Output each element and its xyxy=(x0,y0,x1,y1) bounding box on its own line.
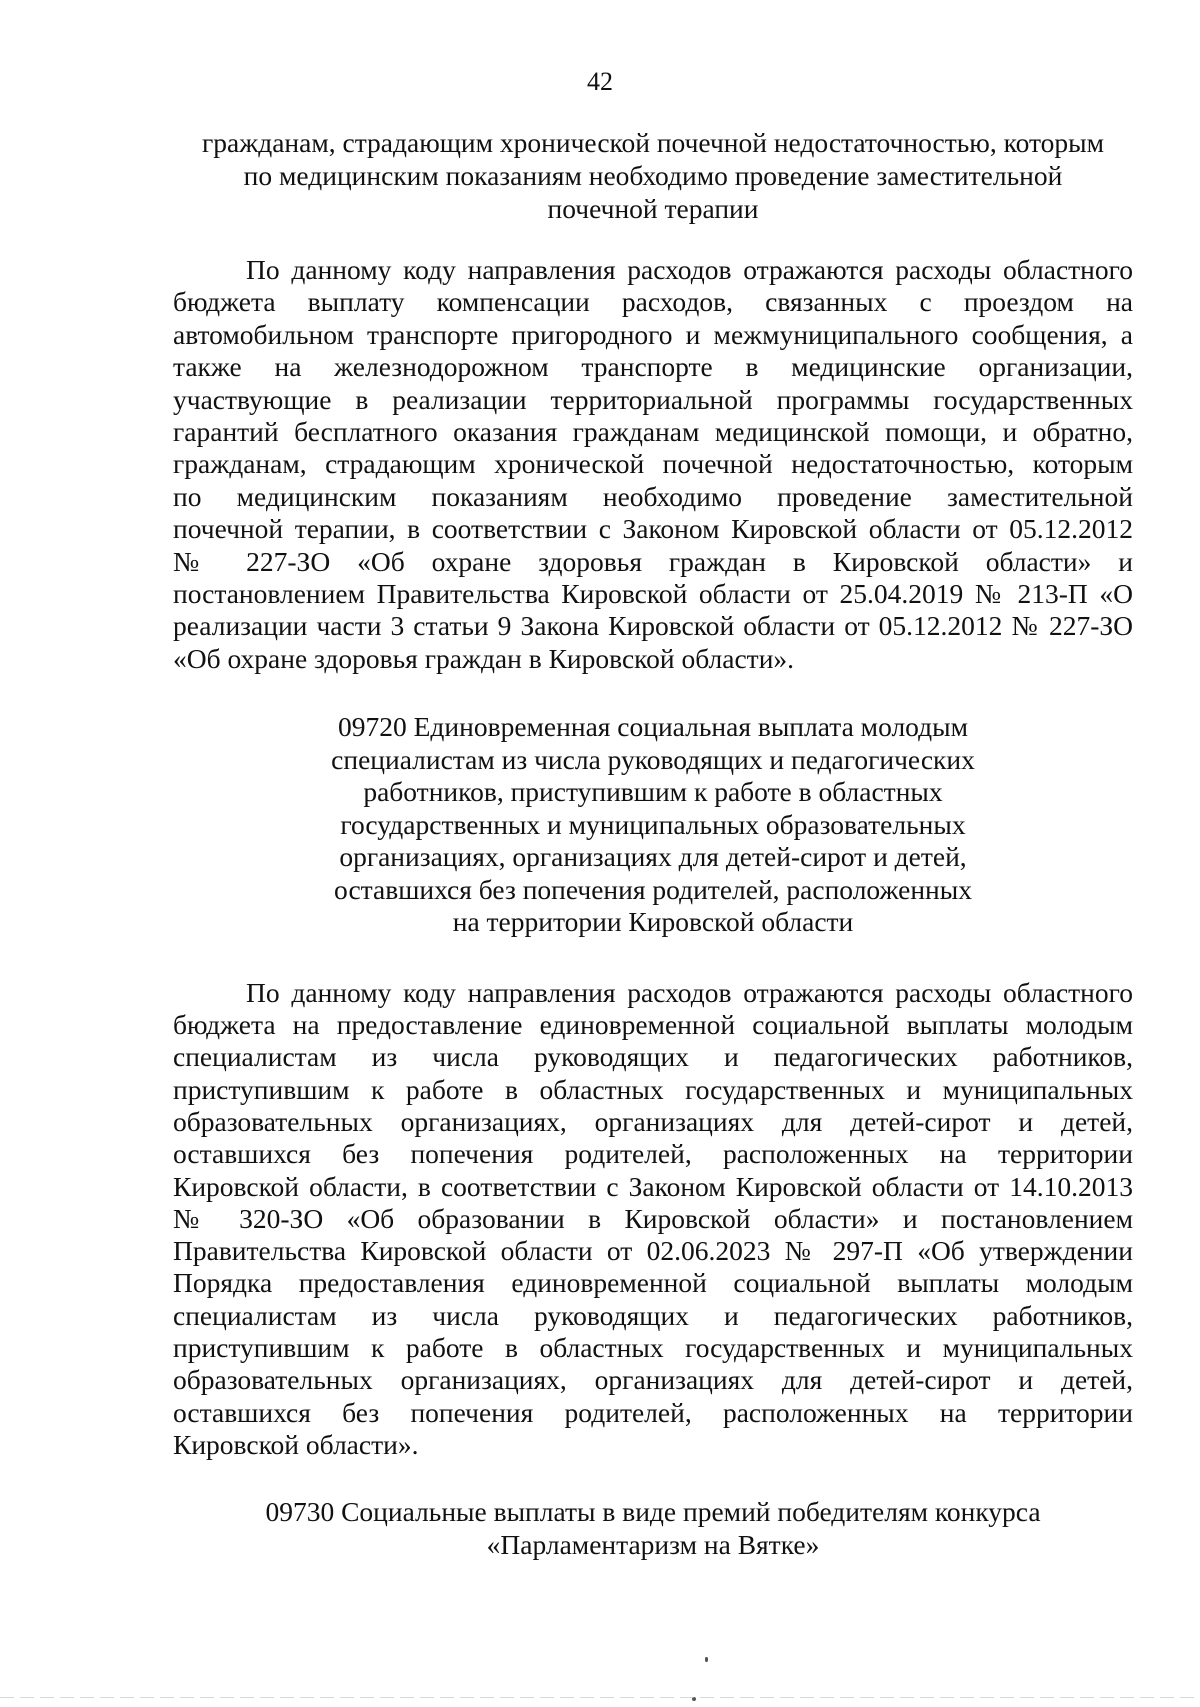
paragraph-line: По данному коду направления расходов отражаются расходы областного xyxy=(246,254,1133,285)
scan-speck xyxy=(705,1657,708,1662)
paragraph-line: образовательных организациях, организациях для детей-сирот и детей, xyxy=(173,1364,1133,1396)
heading-continuation xyxy=(173,126,1133,225)
heading-line: организациях, организациях для детей-сирот и детей, xyxy=(339,841,967,873)
heading-line: 09730 Социальные выплаты в виде премий победителям конкурса xyxy=(265,1496,1041,1528)
paragraph-line: образовательных организациях, организациях для детей-сирот и детей, xyxy=(173,1105,1133,1137)
paragraph-line: реализации части 3 статьи 9 Закона Кировской области от 05.12.2012 № 227-ЗО xyxy=(173,610,1133,642)
paragraph-line: Правительства Кировской области от 02.06.2023 № 297-П «Об утверждении xyxy=(173,1235,1133,1267)
paragraph-line: почечной терапии, в соответствии с Законом Кировской области от 05.12.2012 xyxy=(173,513,1133,545)
paragraph-line: «Об охране здоровья граждан в Кировской области». xyxy=(173,642,795,674)
heading-line: 09720 Единовременная социальная выплата молодым xyxy=(337,711,969,743)
paragraph-line: по медицинским показаниям необходимо проведение заместительной xyxy=(173,480,1133,512)
page-content xyxy=(173,126,1133,1561)
paragraph-line: специалистам из числа руководящих и педагогических работников, xyxy=(173,1041,1133,1073)
heading-line: на территории Кировской области xyxy=(452,906,854,938)
paragraph-line: гражданам, страдающим хронической почечной недостаточностью, которым xyxy=(173,448,1133,480)
heading-line: «Парламентаризм на Вятке» xyxy=(486,1529,820,1561)
scan-edge-line xyxy=(0,1697,1200,1698)
paragraph-line: приступившим к работе в областных государственных и муниципальных xyxy=(173,1073,1133,1105)
paragraph-line: автомобильном транспорте пригородного и межмуниципального сообщения, а xyxy=(173,318,1133,350)
paragraph-line: оставшихся без попечения родителей, расположенных на территории xyxy=(173,1396,1133,1428)
paragraph-young-specialists xyxy=(173,977,1133,1461)
heading-line: государственных и муниципальных образовательных xyxy=(340,808,966,840)
paragraph-line: № 227-ЗО «Об охране здоровья граждан в Кировской области» и xyxy=(173,545,1133,577)
heading-09720 xyxy=(173,711,1133,939)
paragraph-line: Кировской области». xyxy=(173,1428,419,1460)
paragraph-line: Кировской области, в соответствии с Законом Кировской области от 14.10.2013 xyxy=(173,1170,1133,1202)
heading-line: оставшихся без попечения родителей, расположенных xyxy=(334,873,972,905)
page-number: 42 xyxy=(587,67,613,96)
paragraph-line: оставшихся без попечения родителей, расположенных на территории xyxy=(173,1138,1133,1170)
paragraph-line: бюджета выплату компенсации расходов, связанных с проездом на xyxy=(173,286,1133,318)
heading-line: почечной терапии xyxy=(547,193,759,224)
paragraph-line: бюджета на предоставление единовременной социальной выплаты молодым xyxy=(173,1009,1133,1041)
paragraph-compensation-travel xyxy=(173,254,1133,675)
heading-09730 xyxy=(173,1495,1133,1561)
heading-line: по медицинским показаниям необходимо проведение заместительной xyxy=(243,160,1063,191)
paragraph-line: постановлением Правительства Кировской области от 25.04.2019 № 213-П «О xyxy=(173,578,1133,610)
heading-line: специалистам из числа руководящих и педагогических xyxy=(331,743,975,775)
paragraph-line: № 320-ЗО «Об образовании в Кировской области» и постановлением xyxy=(173,1202,1133,1234)
paragraph-line: специалистам из числа руководящих и педагогических работников, xyxy=(173,1299,1133,1331)
paragraph-line: гарантий бесплатного оказания гражданам медицинской помощи, и обратно, xyxy=(173,416,1133,448)
paragraph-line: приступившим к работе в областных государственных и муниципальных xyxy=(173,1332,1133,1364)
paragraph-line: По данному коду направления расходов отражаются расходы областного xyxy=(246,976,1133,1008)
heading-line: гражданам, страдающим хронической почечной недостаточностью, которым xyxy=(201,127,1104,158)
paragraph-line: Порядка предоставления единовременной социальной выплаты молодым xyxy=(173,1267,1133,1299)
paragraph-line: также на железнодорожном транспорте в медицинские организации, xyxy=(173,351,1133,383)
paragraph-line: участвующие в реализации территориальной программы государственных xyxy=(173,383,1133,415)
heading-line: работников, приступившим к работе в областных xyxy=(363,776,943,808)
